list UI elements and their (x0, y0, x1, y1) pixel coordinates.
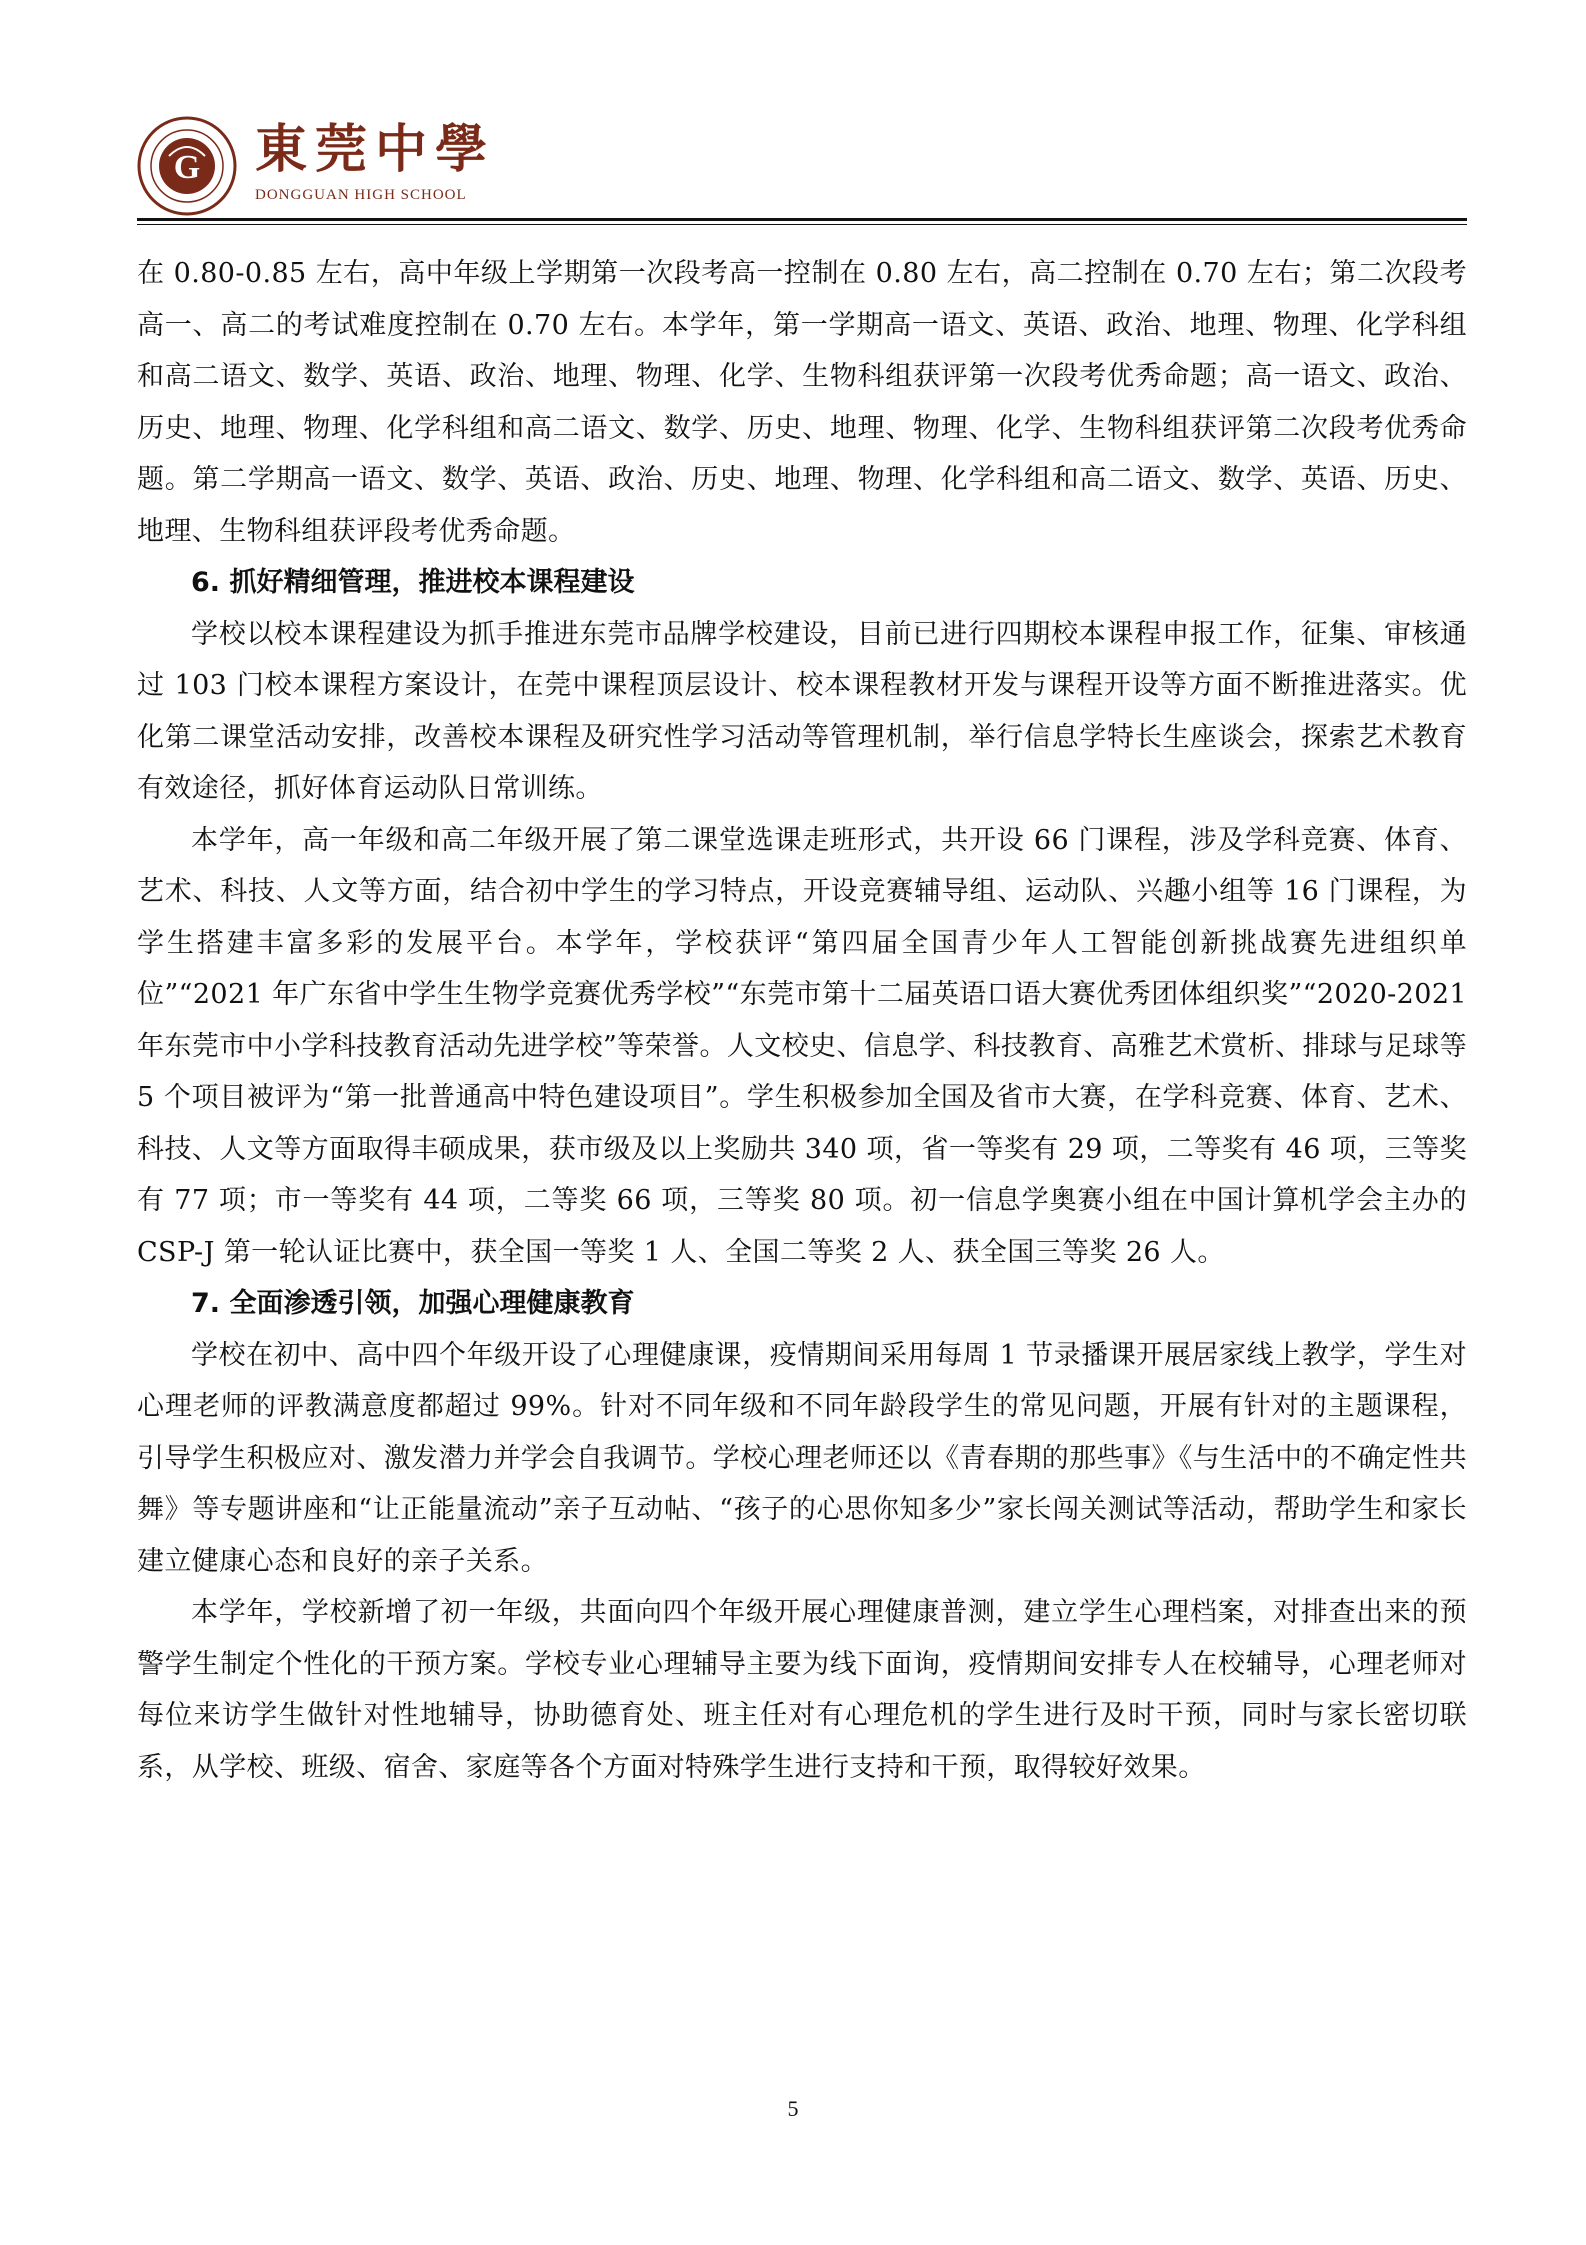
svg-text:G: G (173, 149, 201, 186)
paragraph-second-classroom: 本学年，高一年级和高二年级开展了第二课堂选课走班形式，共开设 66 门课程，涉及学科竞赛、体育、艺术、科技、人文等方面，结合初中学生的学习特点，开设竞赛辅导组、运动队、兴趣小组等 16 门课程，为学生搭建丰富多彩的发展平台。本学年，学校获评“第四届全国青少年人工智能创新挑战赛先进组织单位”“2021 年广东省中学生生物学竞赛优秀学校”“东莞市第十二届英语口语大赛优秀团体组织奖”“2020-2021 年东莞市中小学科技教育活动先进学校”等荣誉。人文校史、信息学、科技教育、高雅艺术赏析、排球与足球等 5 个项目被评为“第一批普通高中特色建设项目”。学生积极参加全国及省市大赛，在学科竞赛、体育、艺术、科技、人文等方面取得丰硕成果，获市级及以上奖励共 340 项，省一等奖有 29 项，二等奖有 46 项，三等奖有 77 项；市一等奖有 44 项，二等奖 66 项，三等奖 80 项。初一信息学奥赛小组在中国计算机学会主办的 CSP-J 第一轮认证比赛中，获全国一等奖 1 人、全国二等奖 2 人、获全国三等奖 26 人。 (137, 824, 1467, 1268)
school-seal-icon (137, 116, 237, 216)
school-name: 東莞中學 (255, 119, 496, 180)
header-rule-thick (137, 218, 1467, 221)
section-heading-6: 6. 抓好精细管理，推进校本课程建设 (191, 567, 635, 598)
school-name-en: DONGGUAN HIGH SCHOOL (255, 187, 467, 203)
page-number: 5 (787, 2096, 799, 2121)
document-body (137, 248, 1467, 1793)
page-header (137, 112, 1467, 222)
section-heading-7: 7. 全面渗透引领，加强心理健康教育 (191, 1288, 635, 1319)
paragraph-mental-health-screening: 本学年，学校新增了初一年级，共面向四个年级开展心理健康普测，建立学生心理档案，对排查出来的预警学生制定个性化的干预方案。学校专业心理辅导主要为线下面询，疫情期间安排专人在校辅导，心理老师对每位来访学生做针对性地辅导，协助德育处、班主任对有心理危机的学生进行及时干预，同时与家长密切联系，从学校、班级、宿舍、家庭等各个方面对特殊学生进行支持和干预，取得较好效果。 (137, 1597, 1467, 1783)
paragraph-school-curriculum: 学校以校本课程建设为抓手推进东莞市品牌学校建设，目前已进行四期校本课程申报工作，征集、审核通过 103 门校本课程方案设计，在莞中课程顶层设计、校本课程教材开发与课程开设等方面不断推进落实。优化第二课堂活动安排，改善校本课程及研究性学习活动等管理机制，举行信息学特长生座谈会，探索艺术教育有效途径，抓好体育运动队日常训练。 (137, 618, 1467, 804)
paragraph-mental-health-course: 学校在初中、高中四个年级开设了心理健康课，疫情期间采用每周 1 节录播课开展居家线上教学，学生对心理老师的评教满意度都超过 99%。针对不同年级和不同年龄段学生的常见问题，开展有针对的主题课程，引导学生积极应对、激发潜力并学会自我调节。学校心理老师还以《青春期的那些事》《与生活中的不确定性共舞》等专题讲座和“让正能量流动”亲子互动帖、“孩子的心思你知多少”家长闯关测试等活动，帮助学生和家长建立健康心态和良好的亲子关系。 (137, 1339, 1467, 1577)
paragraph-exam-difficulty: 在 0.80-0.85 左右，高中年级上学期第一次段考高一控制在 0.80 左右，高二控制在 0.70 左右；第二次段考高一、高二的考试难度控制在 0.70 左右。本学年，第一学期高一语文、英语、政治、地理、物理、化学科组和高二语文、数学、英语、政治、地理、物理、化学、生物科组获评第一次段考优秀命题；高一语文、政治、历史、地理、物理、化学科组和高二语文、数学、历史、地理、物理、化学、生物科组获评第二次段考优秀命题。第二学期高一语文、数学、英语、政治、历史、地理、物理、化学科组和高二语文、数学、英语、历史、地理、生物科组获评段考优秀命题。 (137, 258, 1467, 547)
header-rule-thin (137, 224, 1467, 225)
